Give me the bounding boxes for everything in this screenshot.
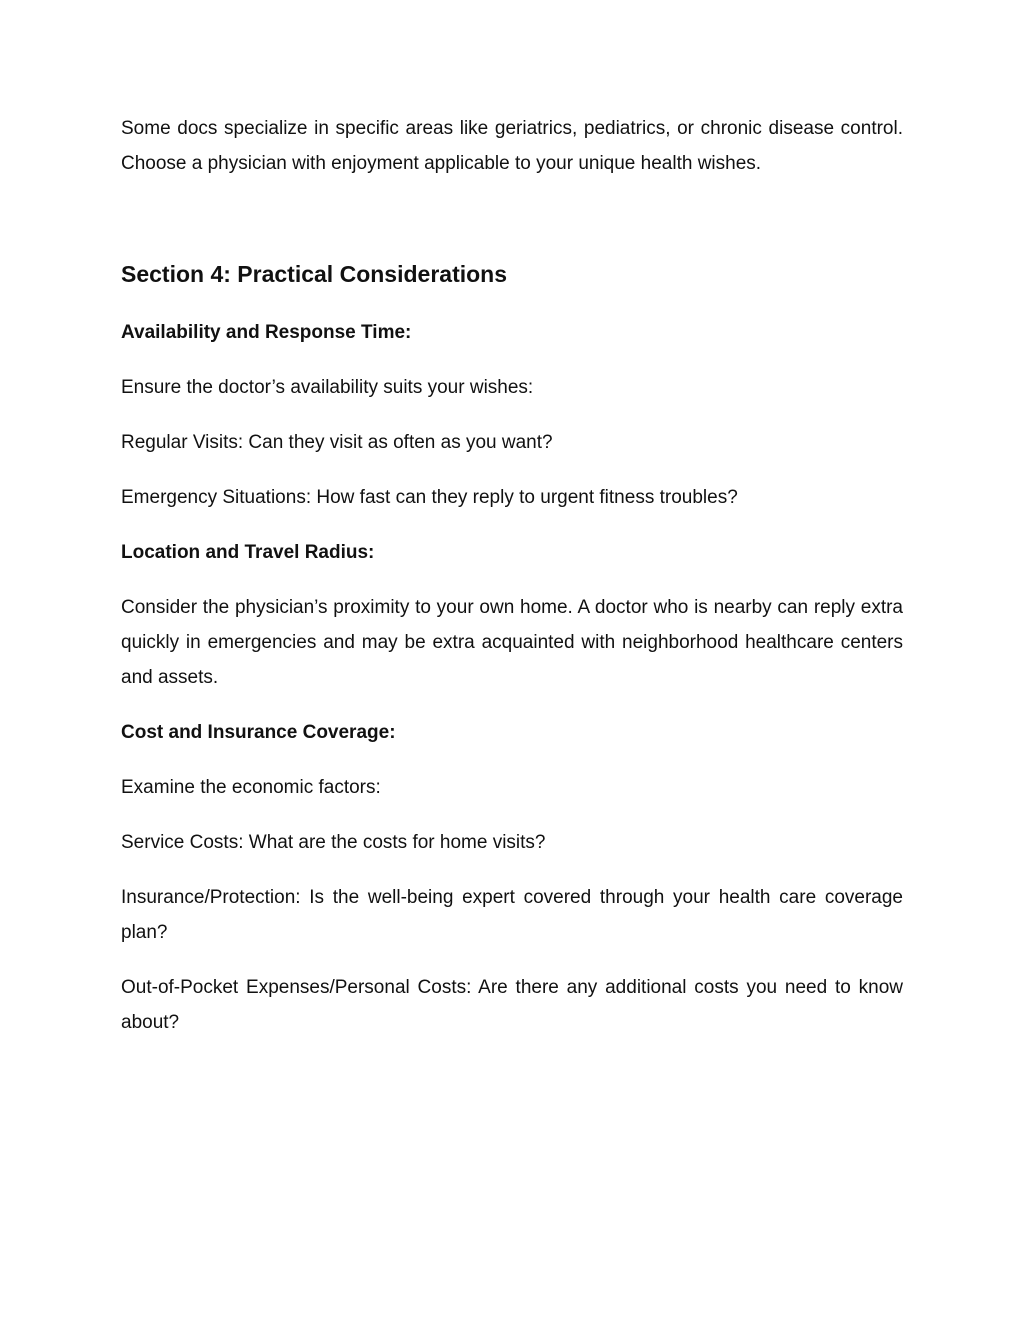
location-body: Consider the physician’s proximity to your own home. A doctor who is nearby can reply extra quickly in emergencies and may be extra acquainted with neighborhood healthcare centers and assets. <box>121 597 903 688</box>
availability-intro: Ensure the doctor’s availability suits your wishes: <box>121 377 534 398</box>
emergency-item: Emergency Situations: How fast can they reply to urgent fitness troubles? <box>121 487 738 508</box>
availability-heading: Availability and Response Time: <box>121 322 412 343</box>
cost-heading: Cost and Insurance Coverage: <box>121 722 396 743</box>
section-title: Section 4: Practical Considerations <box>121 261 508 287</box>
location-heading: Location and Travel Radius: <box>121 542 375 563</box>
out-of-pocket-item: Out-of-Pocket Expenses/Personal Costs: Are there any additional costs you need to know about? <box>121 977 903 1033</box>
regular-visits-item: Regular Visits: Can they visit as often as you want? <box>121 432 553 453</box>
insurance-item: Insurance/Protection: Is the well-being expert covered through your health care coverage plan? <box>121 887 903 943</box>
document-page <box>121 111 903 1040</box>
cost-intro: Examine the economic factors: <box>121 777 381 798</box>
service-costs-item: Service Costs: What are the costs for home visits? <box>121 832 546 853</box>
intro-paragraph: Some docs specialize in specific areas like geriatrics, pediatrics, or chronic disease control. Choose a physician with enjoyment applicable to your unique health wishes. <box>121 118 903 174</box>
